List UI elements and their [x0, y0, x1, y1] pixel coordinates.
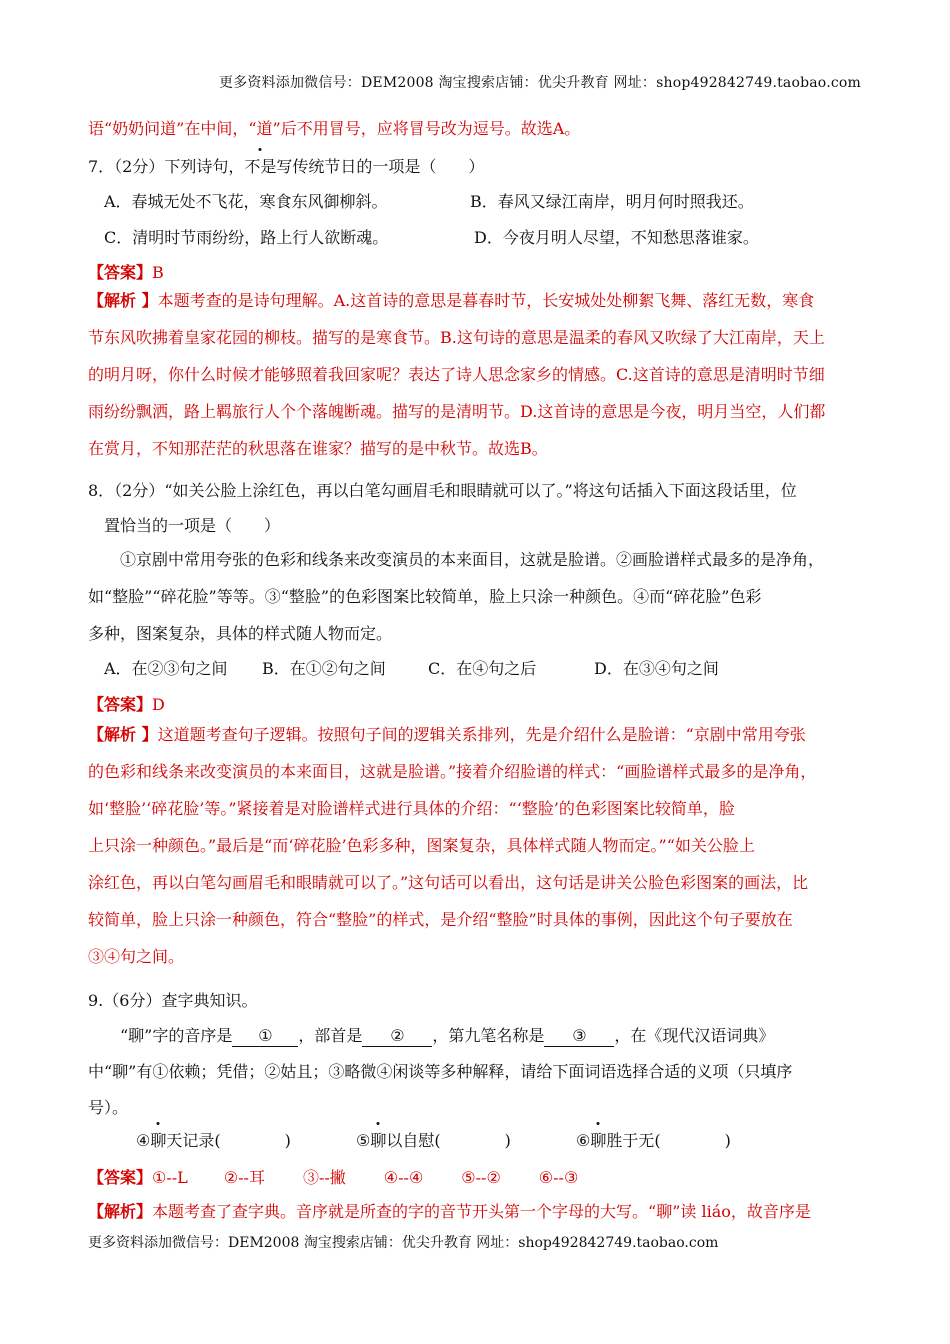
q7-analysis-line: 节东风吹拂着皇家花园的柳枝。描写的是寒食节。B.这句诗的意思是温柔的春风又吹绿了大江南岸，天上 [88, 328, 825, 347]
q9-analysis: 【解析】本题考查了查字典。音序就是所查的字的音节开头第一个字母的大写。“聊”读 liáo，故音序是 [88, 1202, 811, 1221]
q8-answer-value: D [152, 695, 165, 714]
q8-stem-line1: 8．（2分）“如关公脸上涂红色，再以白笔勾画眉毛和眼睛就可以了。”将这句话插入下面这段话里，位 [88, 481, 797, 500]
page-footer: 更多资料添加微信号：DEM2008 淘宝搜索店铺：优尖升教育 网址：shop492842749.taobao.com [88, 1235, 719, 1251]
q7-stem [88, 154, 484, 177]
q7-analysis-line: 【解析 】本题考查的是诗句理解。A.这首诗的意思是暮春时节，长安城处处柳絮飞舞、落红无数，寒食 [88, 291, 815, 310]
q9-item-6: ⑥聊胜于无( ) [576, 1128, 731, 1151]
q9-item-5: ⑤聊以自慰( ) [356, 1128, 511, 1151]
q8-analysis [88, 716, 866, 975]
q9-item-4: ④聊天记录( ) [136, 1128, 291, 1151]
q7-answer-value: B [152, 263, 164, 282]
q8-option-b: B．在①②句之间 [262, 659, 386, 678]
q8-passage-line: 如“整脸”“碎花脸”等等。③“整脸”的色彩图案比较简单，脸上只涂一种颜色。④而“碎花脸”色彩 [88, 587, 762, 606]
q8-analysis-line: 的色彩和线条来改变演员的本来面目，这就是脸谱。”接着介绍脸谱的样式：“画脸谱样式最多的是净角， [88, 762, 817, 781]
q8-passage-line: 多种，图案复杂，具体的样式随人物而定。 [88, 624, 393, 643]
q9-blank-1: ① [232, 1026, 298, 1047]
q9-line1: “聊”字的音序是 ① ，部首是 ② ，第九笔名称是 ③ ，在《现代汉语词典》 [120, 1026, 775, 1045]
q9-answer: 【答案】①--L ②--耳 ③--撇 ④--④ ⑤--② ⑥--③ [88, 1168, 579, 1187]
q9-blank-3: ③ [544, 1026, 614, 1047]
q7-analysis-line: 雨纷纷飘洒，路上羁旅行人个个落魄断魂。描写的是清明节。D.这首诗的意思是今夜，明月当空，人们都 [88, 402, 826, 421]
q7-option-d: D．今夜月明人尽望，不知愁思落谁家。 [474, 228, 759, 247]
q7-analysis-tag: 【解析 】 [88, 291, 158, 310]
q7-option-c: C．清明时节雨纷纷，路上行人欲断魂。 [104, 228, 389, 247]
q8-passage [88, 541, 866, 652]
q9-blank-2: ② [362, 1026, 432, 1047]
q7-answer-tag: 【答案】 [88, 263, 153, 282]
q8-stem-line2: 置恰当的一项是（ ） [104, 516, 281, 535]
q9-line3: 号）。 [88, 1098, 129, 1117]
q7-dotted-emphasis: 不是 [244, 154, 276, 177]
page-header: 更多资料添加微信号：DEM2008 淘宝搜索店铺：优尖升教育 网址：shop492842749.taobao.com [218, 75, 861, 91]
q7-option-b: B．春风又绿江南岸，明月何时照我还。 [470, 192, 754, 211]
q8-analysis-line: 上只涂一种颜色。”最后是“而‘碎花脸’色彩多种，图案复杂，具体样式随人物而定。”“如关公脸上 [88, 836, 755, 855]
q8-analysis-line: 涂红色，再以白笔勾画眉毛和眼睛就可以了。”这句话可以看出，这句话是讲关公脸色彩图案的画法，比 [88, 873, 809, 892]
q7-analysis [88, 282, 866, 467]
q8-analysis-tag: 【解析 】 [88, 725, 158, 744]
carryover-analysis: 语“奶奶问道”在中间，“道”后不用冒号，应将冒号改为逗号。故选A。 [88, 119, 581, 138]
q8-option-c: C．在④句之后 [428, 659, 537, 678]
q8-analysis-line: 【解析 】这道题考查句子逻辑。按照句子间的逻辑关系排列，先是介绍什么是脸谱：“京剧中常用夸张 [88, 725, 806, 744]
q9-answer-tag: 【答案】 [88, 1168, 153, 1187]
q8-answer [88, 692, 165, 715]
q8-analysis-line: ③④句之间。 [88, 947, 185, 966]
q7-analysis-line: 在赏月，不知那茫茫的秋思落在谁家？描写的是中秋节。故选B。 [88, 439, 548, 458]
q8-passage-line: ①京剧中常用夸张的色彩和线条来改变演员的本来面目，这就是脸谱。②画脸谱样式最多的是净角， [120, 550, 825, 569]
q9-line2: 中“聊”有①依赖；凭借；②姑且；③略微④闲谈等多种解释，请给下面词语选择合适的义项（只填序 [88, 1062, 793, 1081]
q8-answer-tag: 【答案】 [88, 695, 153, 714]
q7-option-a: A．春城无处不飞花，寒食东风御柳斜。 [104, 192, 388, 211]
q9-title: 9.（6分）查字典知识。 [88, 991, 258, 1010]
q7-analysis-line: 的明月呀，你什么时候才能够照着我回家呢？表达了诗人思念家乡的情感。C.这首诗的意思是清明时节细 [88, 365, 825, 384]
q8-option-d: D．在③④句之间 [594, 659, 719, 678]
q8-option-a: A．在②③句之间 [104, 659, 228, 678]
q9-dotted-char: 聊 [370, 1128, 386, 1151]
q9-dotted-char: 聊 [590, 1128, 606, 1151]
q7-answer [88, 260, 164, 283]
q8-analysis-line: 较简单，脸上只涂一种颜色，符合“整脸”的样式，是介绍“整脸”时具体的事例，因此这个句子要放在 [88, 910, 793, 929]
q9-analysis-tag: 【解析】 [88, 1202, 153, 1221]
q8-analysis-line: 如‘整脸’‘碎花脸’等。”紧接着是对脸谱样式进行具体的介绍：“‘整脸’的色彩图案比较简单，脸 [88, 799, 735, 818]
q9-dotted-char: 聊 [150, 1128, 166, 1151]
q7-prefix: 7．（2分）下列诗句， [88, 157, 245, 176]
q7-suffix: 写传统节日的一项是（ ） [276, 157, 485, 176]
